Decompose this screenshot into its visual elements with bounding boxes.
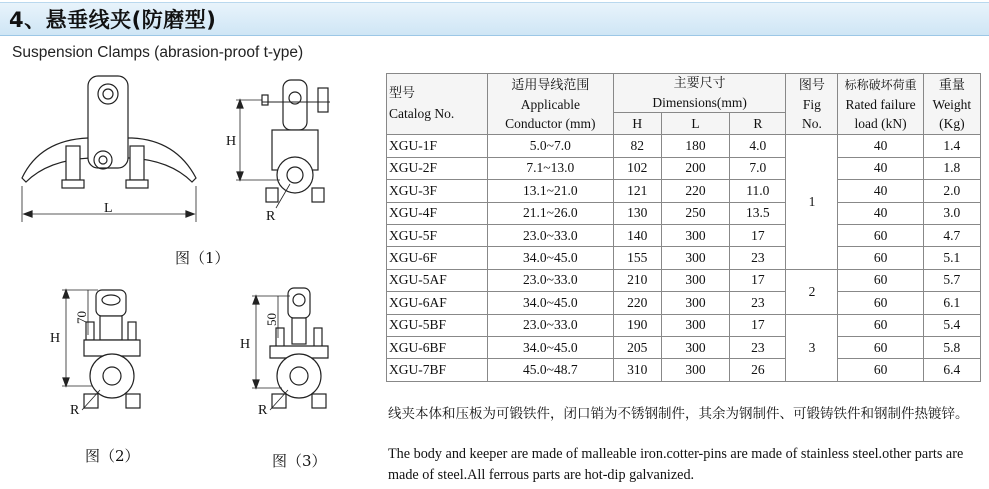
header-conductor: 适用导线范围 Applicable Conductor (mm) — [487, 74, 613, 135]
dim-label-L: L — [104, 201, 113, 216]
figure-2-caption: 图（2） — [85, 447, 140, 465]
note-english: The body and keeper are made of malleable iron.cotter-pins are made of stainless steel.other parts are made of steel.All ferrous parts are hot-dip galvanized. — [388, 446, 964, 483]
header-r: R — [730, 113, 786, 135]
header-catalog: 型号 Catalog No. — [387, 74, 488, 135]
dim-label-50: 50 — [264, 313, 279, 326]
section-subtitle: Suspension Clamps (abrasion-proof t-ype) — [12, 44, 304, 61]
header-h: H — [613, 113, 661, 135]
fig-group-2: 2 — [786, 269, 838, 314]
table-row: XGU-6F 34.0~45.0 155 300 23 60 5.1 — [387, 247, 981, 269]
fig-group-1: 1 — [786, 135, 838, 269]
dim-label-H-fig2: H — [50, 331, 61, 346]
dim-label-R-fig2: R — [70, 403, 80, 418]
table-row: XGU-4F 21.1~26.0 130 250 13.5 40 3.0 — [387, 202, 981, 224]
header-weight: 重量 Weight (Kg) — [923, 74, 980, 135]
fig-group-3: 3 — [786, 314, 838, 381]
table-row: XGU-6AF 34.0~45.0 220 300 23 60 6.1 — [387, 292, 981, 314]
spec-table — [386, 73, 981, 382]
clamp-drawings — [0, 68, 380, 488]
figure-3-caption: 图（3） — [272, 452, 327, 470]
header-l: L — [661, 113, 730, 135]
header-fig: 图号 Fig No. — [786, 74, 838, 135]
table-row: XGU-5AF 23.0~33.0 210 300 17 2 60 5.7 — [387, 269, 981, 291]
note-chinese: 线夹本体和压板为可锻铁件，闭口销为不锈钢制件，其余为钢制件、可锻铸铁件和钢制件热镀锌。 — [388, 406, 969, 422]
figure-2-drawing — [50, 290, 140, 418]
table-row: XGU-6BF 34.0~45.0 205 300 23 60 5.8 — [387, 336, 981, 358]
header-load: 标称破坏荷重 Rated failure load (kN) — [838, 74, 923, 135]
dim-label-H-fig3: H — [240, 337, 251, 352]
dim-label-70: 70 — [74, 311, 89, 324]
table-row: XGU-3F 13.1~21.0 121 220 11.0 40 2.0 — [387, 180, 981, 202]
figure-1-caption: 图（1） — [175, 249, 230, 267]
dim-label-H-fig1: H — [226, 134, 237, 149]
figure-1-drawing — [22, 76, 196, 222]
figure-3-drawing — [240, 288, 328, 418]
table-row: XGU-5BF 23.0~33.0 190 300 17 3 60 5.4 — [387, 314, 981, 336]
figure-1-side-drawing — [226, 80, 330, 224]
table-row: XGU-2F 7.1~13.0 102 200 7.0 40 1.8 — [387, 157, 981, 179]
table-row: XGU-1F 5.0~7.0 82 180 4.0 1 40 1.4 — [387, 135, 981, 157]
dim-label-R-fig3: R — [258, 403, 268, 418]
table-row: XGU-7BF 45.0~48.7 310 300 26 60 6.4 — [387, 359, 981, 381]
table-row: XGU-5F 23.0~33.0 140 300 17 60 4.7 — [387, 224, 981, 246]
dim-label-R-fig1: R — [266, 209, 276, 224]
header-dimensions: 主要尺寸 Dimensions(mm) — [613, 74, 786, 113]
section-title: 4、悬垂线夹(防磨型) — [9, 8, 217, 32]
section-banner — [0, 2, 989, 36]
